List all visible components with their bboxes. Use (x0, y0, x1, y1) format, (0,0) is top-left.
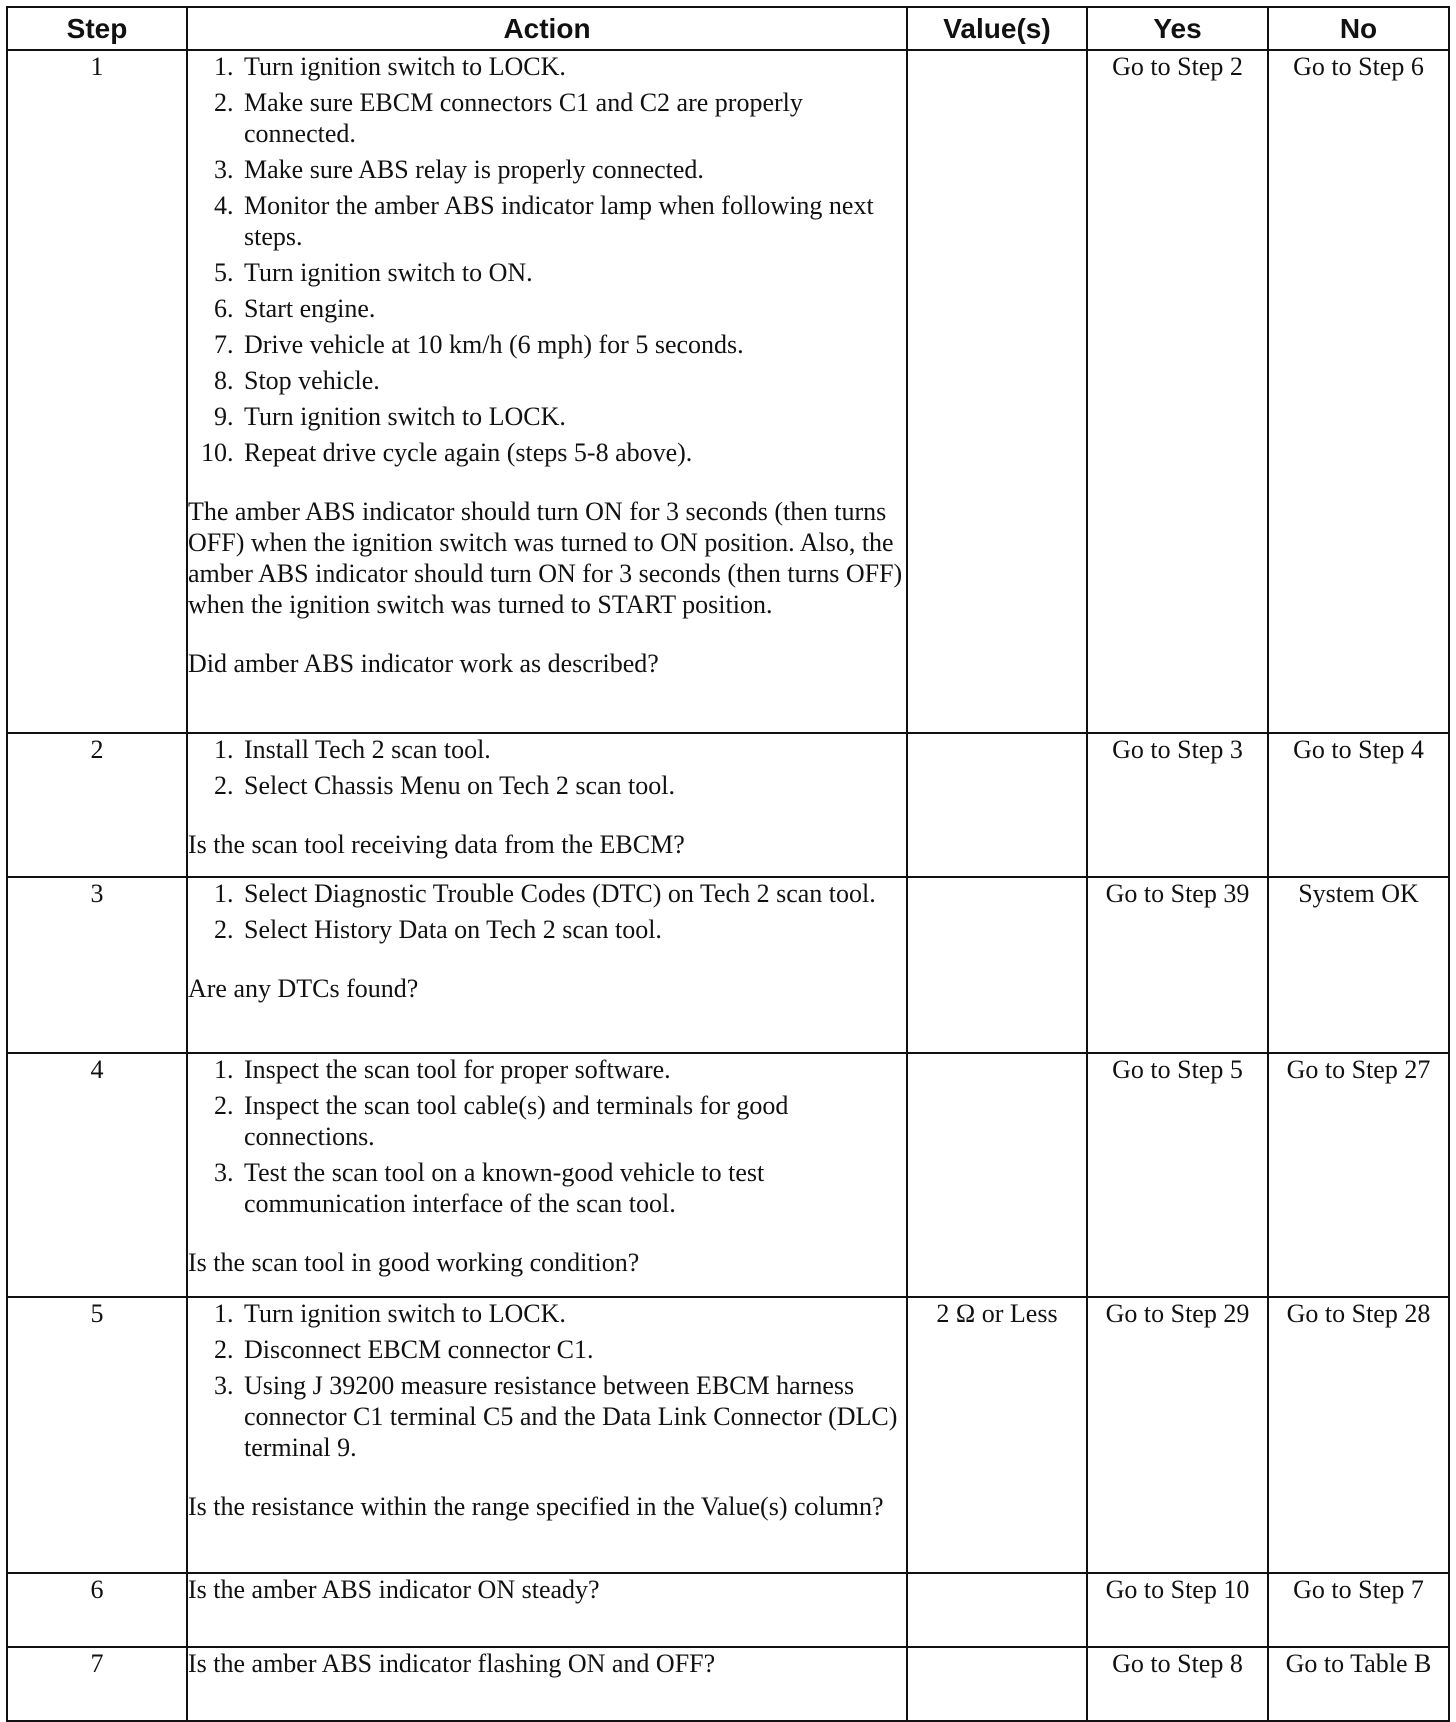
action-question: Are any DTCs found? (188, 974, 419, 1003)
action-item: 3. Make sure ABS relay is properly connected. (240, 154, 906, 185)
step-number: 4 (7, 1053, 187, 1297)
action-item: 8. Stop vehicle. (240, 365, 906, 396)
action-item: 1. Install Tech 2 scan tool. (240, 734, 906, 765)
value-cell (907, 733, 1087, 877)
action-list (188, 878, 906, 945)
no-cell: Go to Table B (1268, 1647, 1449, 1721)
value-cell (907, 877, 1087, 1053)
action-question: Is the scan tool in good working condition? (188, 1248, 640, 1277)
action-cell (187, 1573, 907, 1647)
value-cell (907, 1053, 1087, 1297)
action-cell (187, 877, 907, 1053)
yes-cell: Go to Step 2 (1087, 50, 1268, 733)
action-item: 2. Select Chassis Menu on Tech 2 scan tool. (240, 770, 906, 801)
action-item: 2. Disconnect EBCM connector C1. (240, 1334, 906, 1365)
action-item: 3. Using J 39200 measure resistance between EBCM harness connector C1 terminal C5 and the Data Link Connector (DLC) terminal 9. (240, 1370, 906, 1463)
action-item: 3. Test the scan tool on a known-good vehicle to test communication interface of the scan tool. (240, 1157, 906, 1219)
no-cell: System OK (1268, 877, 1449, 1053)
action-item: 1. Select Diagnostic Trouble Codes (DTC) on Tech 2 scan tool. (240, 878, 906, 909)
header-action: Action (187, 7, 907, 50)
step-number: 1 (7, 50, 187, 733)
yes-cell: Go to Step 10 (1087, 1573, 1268, 1647)
yes-cell: Go to Step 29 (1087, 1297, 1268, 1573)
value-cell (907, 1573, 1087, 1647)
step-number: 5 (7, 1297, 187, 1573)
action-cell (187, 1297, 907, 1573)
step-number: 3 (7, 877, 187, 1053)
action-item: 1. Turn ignition switch to LOCK. (240, 1298, 906, 1329)
value-cell (907, 50, 1087, 733)
step-number: 7 (7, 1647, 187, 1721)
yes-cell: Go to Step 8 (1087, 1647, 1268, 1721)
no-cell: Go to Step 6 (1268, 50, 1449, 733)
table-row (7, 1647, 1449, 1721)
table-row (7, 1053, 1449, 1297)
action-item: 2. Make sure EBCM connectors C1 and C2 are properly connected. (240, 87, 906, 149)
step-number: 6 (7, 1573, 187, 1647)
action-list (188, 1054, 906, 1219)
action-item: 6. Start engine. (240, 293, 906, 324)
action-cell (187, 733, 907, 877)
no-cell: Go to Step 27 (1268, 1053, 1449, 1297)
no-cell: Go to Step 7 (1268, 1573, 1449, 1647)
action-list (188, 734, 906, 801)
action-cell (187, 50, 907, 733)
header-yes: Yes (1087, 7, 1268, 50)
action-list (188, 1298, 906, 1463)
table-row (7, 1573, 1449, 1647)
action-note: The amber ABS indicator should turn ON for 3 seconds (then turns OFF) when the ignition switch was turned to ON position. Also, the amber ABS indicator should turn ON for 3 seconds (then turns OFF) when the ignition switch was turned to START position. (188, 497, 903, 619)
header-step: Step (7, 7, 187, 50)
step-number: 2 (7, 733, 187, 877)
action-item: 1. Turn ignition switch to LOCK. (240, 51, 906, 82)
action-question: Is the resistance within the range specified in the Value(s) column? (188, 1492, 884, 1521)
action-item: 5. Turn ignition switch to ON. (240, 257, 906, 288)
action-cell (187, 1647, 907, 1721)
table-header-row (7, 7, 1449, 50)
action-item: 2. Inspect the scan tool cable(s) and terminals for good connections. (240, 1090, 906, 1152)
table-row (7, 733, 1449, 877)
action-item: 10. Repeat drive cycle again (steps 5-8 above). (240, 437, 906, 468)
no-cell: Go to Step 4 (1268, 733, 1449, 877)
action-item: 1. Inspect the scan tool for proper software. (240, 1054, 906, 1085)
yes-cell: Go to Step 39 (1087, 877, 1268, 1053)
table-row (7, 877, 1449, 1053)
action-item: 2. Select History Data on Tech 2 scan tool. (240, 914, 906, 945)
header-no: No (1268, 7, 1449, 50)
action-question: Is the amber ABS indicator ON steady? (188, 1575, 600, 1604)
action-item: 9. Turn ignition switch to LOCK. (240, 401, 906, 432)
yes-cell: Go to Step 5 (1087, 1053, 1268, 1297)
value-cell: 2 Ω or Less (907, 1297, 1087, 1573)
action-question: Is the amber ABS indicator flashing ON and OFF? (188, 1649, 716, 1678)
header-values: Value(s) (907, 7, 1087, 50)
action-list (188, 51, 906, 468)
action-question: Is the scan tool receiving data from the EBCM? (188, 830, 685, 859)
action-item: 4. Monitor the amber ABS indicator lamp when following next steps. (240, 190, 906, 252)
yes-cell: Go to Step 3 (1087, 733, 1268, 877)
action-question: Did amber ABS indicator work as described? (188, 649, 659, 678)
table-row (7, 1297, 1449, 1573)
no-cell: Go to Step 28 (1268, 1297, 1449, 1573)
value-cell (907, 1647, 1087, 1721)
action-item: 7. Drive vehicle at 10 km/h (6 mph) for 5 seconds. (240, 329, 906, 360)
diagnostic-table (6, 6, 1450, 1722)
table-row (7, 50, 1449, 733)
action-cell (187, 1053, 907, 1297)
